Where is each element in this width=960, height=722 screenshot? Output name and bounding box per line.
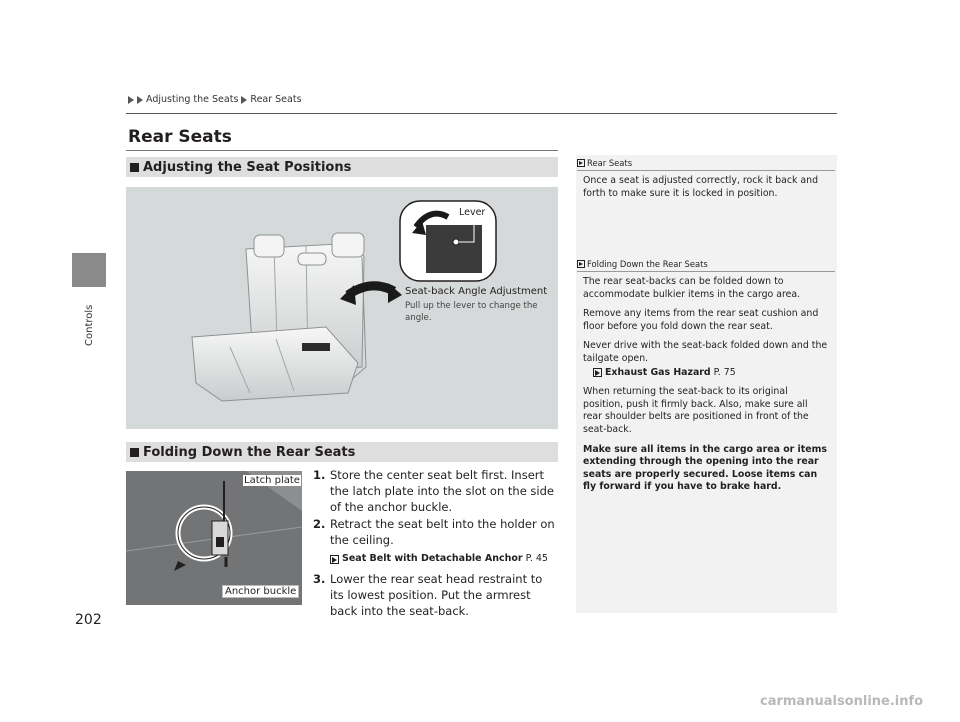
watermark: carmanualsonline.info [760, 694, 924, 709]
latch-plate-label: Latch plate [244, 475, 300, 486]
note-arrow-icon [577, 159, 585, 167]
page-number: 202 [75, 612, 102, 628]
section-heading-adjust [126, 157, 558, 177]
note-folding: Folding Down the Rear Seats The rear seat-backs can be folded down to accommodate bulkier items in the cargo area. Remove any items from the rear seat cushion and floor before you fold down the rear seat. Never drive with the seat-back folded down and the tailgate open. Exhaust Gas Hazard P. 75 When returning the seat-back to its original position, push it firmly back. Also, make sure all rear shoulder belts are positioned in front of the seat-back. Make sure all items in the cargo area or items extending through the opening into the rear seats are properly secured. Loose items can fly forward if you have to brake hard. [577, 259, 835, 501]
fold-steps [313, 467, 559, 620]
seat-adjust-illustration [126, 187, 558, 429]
breadcrumb-item-rear-seats[interactable]: Rear Seats [250, 94, 302, 105]
seat-belt-reference-link[interactable]: Seat Belt with Detachable Anchor P. 45 [330, 551, 559, 567]
section-heading-fold-text: Folding Down the Rear Seats [143, 444, 356, 460]
note-header: Folding Down the Rear Seats [577, 259, 835, 269]
breadcrumb [128, 94, 302, 105]
page-title: Rear Seats [128, 127, 232, 147]
section-heading-fold [126, 442, 558, 462]
section-heading-adjust-text: Adjusting the Seat Positions [143, 159, 352, 175]
step-item: 1. Store the center seat belt first. Insert the latch plate into the slot on the side of the anchor buckle. [313, 468, 554, 514]
step-item: 2. Retract the seat belt into the holder on the ceiling. [313, 517, 555, 547]
step-item: 3. Lower the rear seat head restraint to its lowest position. Put the armrest back into the seat-back. [313, 572, 543, 618]
reference-arrow-icon [330, 555, 339, 564]
breadcrumb-arrow-icon [241, 96, 247, 104]
exhaust-gas-reference-link[interactable]: Exhaust Gas Hazard P. 75 [593, 367, 829, 380]
lever-label: Lever [459, 207, 486, 218]
breadcrumb-arrow-icon [137, 96, 143, 104]
note-arrow-icon [577, 260, 585, 268]
section-square-icon [130, 448, 139, 457]
side-tab-label: Controls [84, 304, 95, 346]
reference-arrow-icon [593, 368, 602, 377]
seatback-adjust-title: Seat-back Angle Adjustment [405, 286, 548, 297]
side-tab-marker [72, 253, 106, 287]
header-divider [126, 113, 837, 114]
breadcrumb-item-adjusting[interactable]: Adjusting the Seats [146, 94, 239, 105]
title-divider [126, 150, 558, 151]
note-header: Rear Seats [577, 158, 835, 168]
note-rear-seats: Rear Seats Once a seat is adjusted correctly, rock it back and forth to make sure it is locked in position. [577, 158, 835, 207]
note-divider [577, 170, 835, 171]
anchor-buckle-label: Anchor buckle [222, 585, 299, 598]
seatback-adjust-desc: Pull up the lever to change the angle. [405, 301, 538, 323]
breadcrumb-arrow-icon [128, 96, 134, 104]
section-square-icon [130, 163, 139, 172]
note-divider [577, 271, 835, 272]
